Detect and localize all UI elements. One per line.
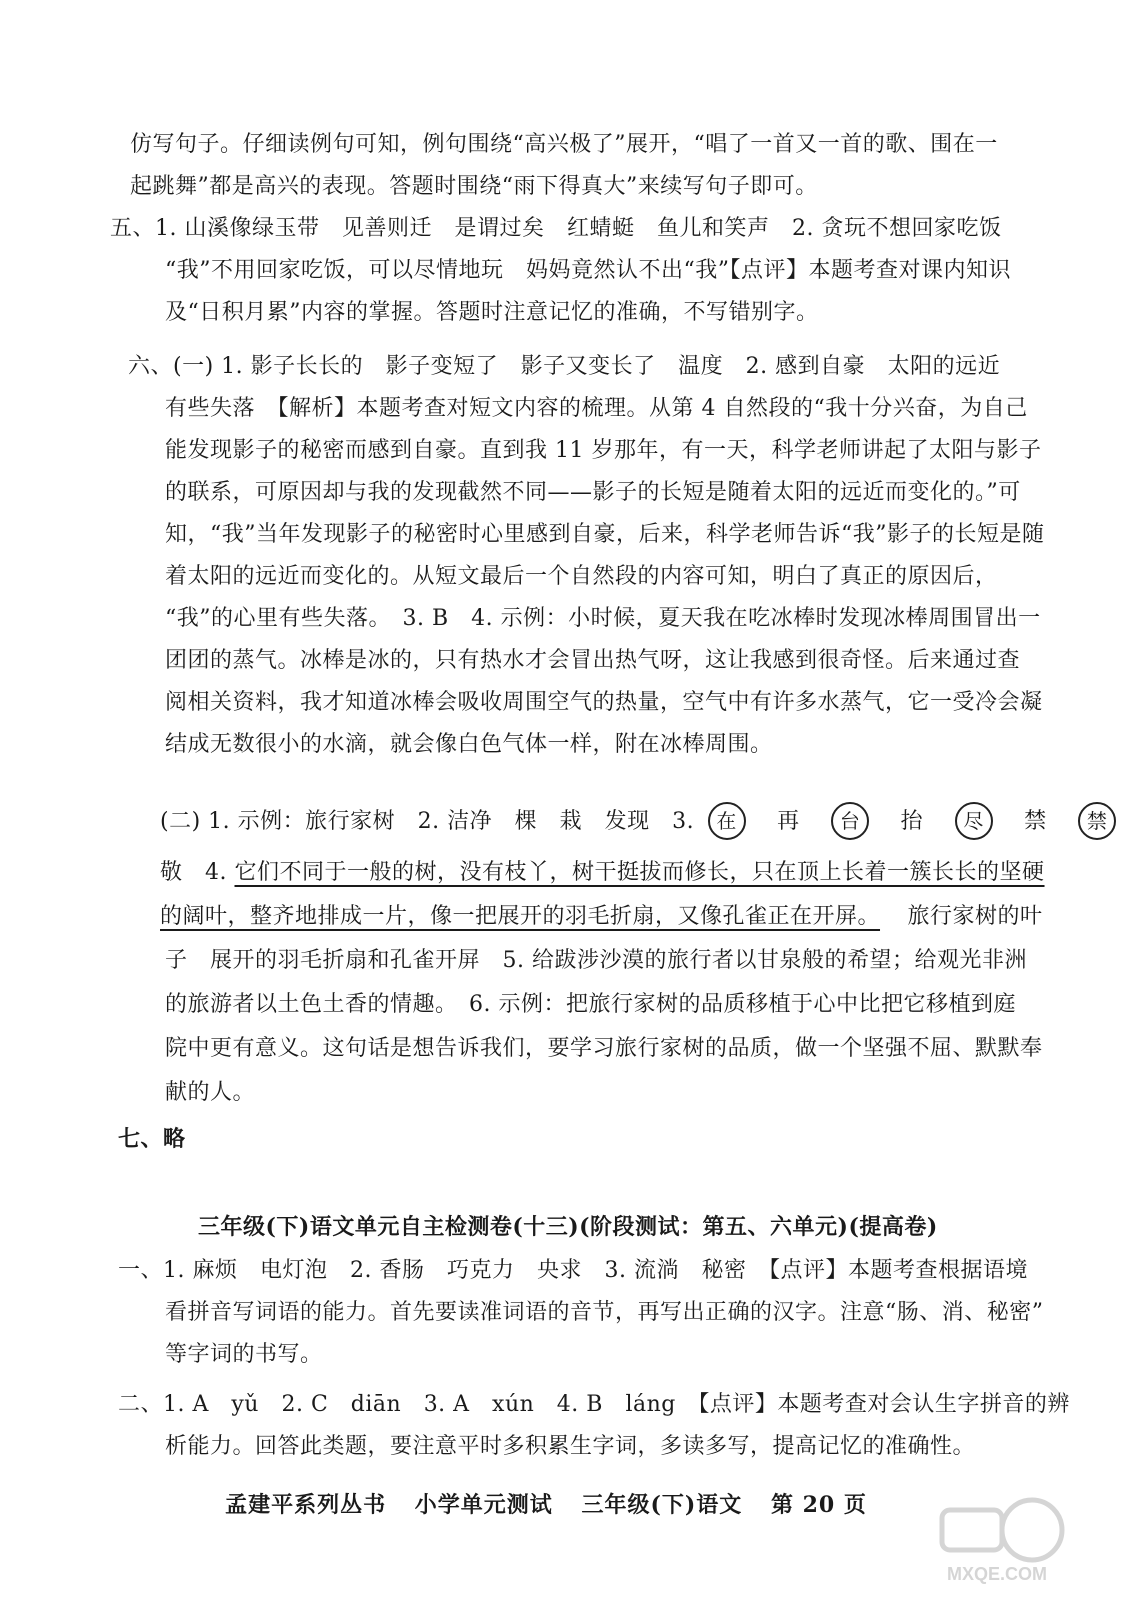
text-line: 院中更有意义。这句话是想告诉我们，要学习旅行家树的品质，做一个坚强不屈、默默奉 [165,1036,1043,1061]
part-two-line [160,802,1122,840]
footer-series: 孟建平系列丛书 [225,1492,387,1518]
plain-char: 抬 [900,809,924,834]
circled-char: 在 [708,802,746,840]
circled-char: 禁 [1078,802,1116,840]
text-line: 有些失落 【解析】本题考查对短文内容的梳理。从第 4 自然段的“我十分兴奋，为自己 [165,396,1028,421]
footer-book: 小学单元测试 [414,1492,553,1518]
text-line: 结成无数很小的水滴，就会像白色气体一样，附在冰棒周围。 [165,732,773,757]
text-line: 能发现影子的秘密而感到自豪。直到我 11 岁那年，有一天，科学老师讲起了太阳与影子 [165,438,1042,463]
line-rest: 旅行家树的叶 [907,904,1043,929]
text-line: 析能力。回答此类题，要注意平时多积累生字词，多读多写，提高记忆的准确性。 [165,1434,976,1459]
plain-char: 再 [777,809,800,834]
text-line: 阅相关资料，我才知道冰棒会吸收周围空气的热量，空气中有许多水蒸气，它一受冷会凝 [165,690,1043,715]
footer-grade: 三年级(下)语文 [581,1492,743,1518]
text-line: 子 展开的羽毛折扇和孔雀开屏 5. 给跋涉沙漠的旅行者以甘泉般的希望；给观光非洲 [165,948,1027,973]
circled-char: 台 [831,802,869,840]
text-line: “我”不用回家吃饭，可以尽情地玩 妈妈竟然认不出“我”【点评】本题考查对课内知识 [165,258,1011,283]
answer-seven: 七、略 [118,1126,186,1152]
text-line: 看拼音写词语的能力。首先要读准词语的音节，再写出正确的汉字。注意“肠、消、秘密” [165,1300,1044,1325]
answer-six-line: 六、(一) 1. 影子长长的 影子变短了 影子又变长了 温度 2. 感到自豪 太阳的远近 [128,354,1001,379]
text-line: 的联系，可原因却与我的发现截然不同——影子的长短是随着太阳的远近而变化的。”可 [165,480,1021,505]
text-line: 着太阳的远近而变化的。从短文最后一个自然段的内容可知，明白了真正的原因后， [165,564,998,589]
watermark-logo [922,1480,1072,1590]
circled-char: 尽 [955,802,993,840]
footer-page-number: 第 20 页 [770,1492,867,1518]
text-line: 等字词的书写。 [165,1342,323,1367]
underlined-text: 的阔叶，整齐地排成一片，像一把展开的羽毛折扇，又像孔雀正在开屏。 [160,904,881,929]
text-line: 仿写句子。仔细读例句可知，例句围绕“高兴极了”展开，“唱了一首又一首的歌、围在一 [130,132,998,157]
line-start: 敬 4. [160,860,227,885]
part-two-prefix: (二) 1. 示例：旅行家树 2. 洁净 棵 栽 发现 3. [160,809,695,834]
answer-two-line: 二、1. A yǔ 2. C diān 3. A xún 4. B láng 【点评】本题考查对会认生字拼音的辨 [118,1392,1070,1417]
text-line: 及“日积月累”内容的掌握。答题时注意记忆的准确，不写错别字。 [165,300,819,325]
text-line: 的旅游者以土色土香的情趣。 6. 示例：把旅行家树的品质移植于心中比把它移植到庭 [165,992,1016,1017]
section-title: 三年级(下)语文单元自主检测卷(十三)(阶段测试：第五、六单元)(提高卷) [198,1214,938,1240]
text-line: 献的人。 [165,1080,256,1105]
text-line: “我”的心里有些失落。 3. B 4. 示例：小时候，夏天我在吃冰棒时发现冰棒周围冒出一 [165,606,1041,631]
plain-char: 禁 [1024,809,1047,834]
answer-five-line: 五、1. 山溪像绿玉带 见善则迁 是谓过矣 红蜻蜓 鱼儿和笑声 2. 贪玩不想回家吃饭 [110,216,1002,241]
text-line: 团团的蒸气。冰棒是冰的，只有热水才会冒出热气呀，这让我感到很奇怪。后来通过查 [165,648,1021,673]
watermark-text: MXQE.COM [946,1564,1048,1584]
answer-one-line: 一、1. 麻烦 电灯泡 2. 香肠 巧克力 央求 3. 流淌 秘密 【点评】本题考查根据语境 [118,1258,1028,1283]
underlined-text: 它们不同于一般的树，没有枝丫，树干挺拔而修长，只在顶上长着一簇长长的坚硬 [234,860,1045,885]
text-line [160,902,1043,932]
text-line: 起跳舞”都是高兴的表现。答题时围绕“雨下得真大”来续写句子即可。 [130,174,818,199]
text-line [160,858,1045,888]
text-line: 知，“我”当年发现影子的秘密时心里感到自豪，后来，科学老师告诉“我”影子的长短是随 [165,522,1045,547]
